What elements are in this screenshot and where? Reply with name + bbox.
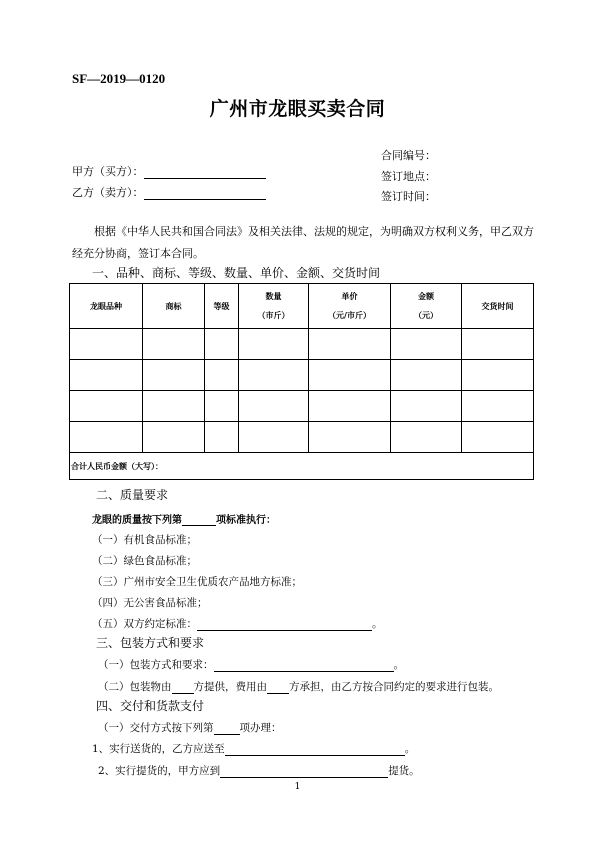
table-cell[interactable]: [309, 360, 391, 391]
table-cell[interactable]: [70, 422, 143, 453]
table-cell[interactable]: [70, 391, 143, 422]
table-cell[interactable]: [70, 329, 143, 360]
page-title: 广州市龙眼买卖合同: [209, 98, 386, 120]
table-cell[interactable]: [205, 329, 239, 360]
delivery-pickup-text: 2、实行提货的，甲方应到: [98, 765, 221, 777]
table-cell[interactable]: [143, 360, 205, 391]
table-cell[interactable]: [143, 391, 205, 422]
header-grade: 等级: [205, 284, 239, 329]
quality-lead-text-b: 项标准执行：: [216, 515, 276, 526]
packaging-provider-text-c: 方承担，由乙方按合同约定的要求进行包装。: [289, 681, 499, 693]
header-price: [309, 284, 391, 329]
header-variety: 龙眼品种: [70, 284, 143, 329]
table-header-row: [70, 284, 534, 329]
header-quantity-label: 数量: [265, 292, 282, 301]
table-cell[interactable]: [391, 391, 462, 422]
table-cell[interactable]: [391, 360, 462, 391]
intro-paragraph: 根据《中华人民共和国合同法》及相关法律、法规的规定，为明确双方权利义务，甲乙双方经充分协商，签订本合同。: [72, 225, 534, 260]
table-cell[interactable]: [205, 360, 239, 391]
delivery-line-2: [92, 741, 415, 756]
delivery-method-text-a: （一）交付方式按下列第: [98, 722, 214, 734]
agreed-standard-blank[interactable]: [197, 619, 372, 631]
table-cell[interactable]: [309, 329, 391, 360]
header-brand: 商标: [143, 284, 205, 329]
table-row: [70, 329, 534, 360]
table-row: [70, 422, 534, 453]
header-price-label: 单价: [341, 292, 358, 301]
party-b-line: [72, 184, 266, 200]
contract-number-label: 合同编号：: [381, 149, 436, 162]
quality-item-5: （五）双方约定标准：: [92, 618, 197, 630]
delivery-line-2-end: 。: [404, 743, 416, 755]
goods-table: [69, 283, 534, 480]
table-total-row: [70, 453, 534, 480]
document-code: SF—2019—0120: [72, 71, 166, 86]
header-delivery: 交货时间: [462, 284, 534, 329]
quality-item-4: （四）无公害食品标准；: [92, 597, 208, 609]
delivery-line-1: [98, 720, 282, 735]
table-row: [70, 391, 534, 422]
header-amount-unit: （元）: [414, 311, 438, 320]
quality-item-1: （一）有机食品标准；: [92, 534, 197, 546]
quality-item-3: （三）广州市安全卫生优质农产品地方标准；: [92, 576, 302, 588]
packaging-line-2: [98, 679, 499, 694]
page-number: 1: [294, 782, 301, 792]
delivery-line-3-end: 提货。: [388, 765, 420, 777]
table-cell[interactable]: [309, 422, 391, 453]
header-amount-label: 金额: [418, 292, 434, 301]
quality-item-2: （二）绿色食品标准；: [92, 555, 197, 567]
table-cell[interactable]: [462, 360, 534, 391]
packaging-method-label: （一）包装方式和要求：: [98, 659, 214, 671]
total-amount-label: 合计人民币金额（大写）：: [71, 461, 163, 471]
delivery-method-text-b: 项办理：: [239, 722, 282, 734]
party-b-blank[interactable]: [144, 187, 266, 200]
section-2-heading: 二、质量要求: [96, 488, 169, 502]
table-cell[interactable]: [143, 422, 205, 453]
packaging-line-1-end: 。: [393, 659, 404, 671]
sign-place-label: 签订地点：: [381, 170, 436, 183]
packaging-provider-text-b: 方提供，费用由: [193, 681, 267, 693]
sign-time-label: 签订时间：: [381, 190, 436, 203]
table-cell[interactable]: [391, 329, 462, 360]
table-cell[interactable]: [239, 360, 309, 391]
header-price-unit: （元/市斤）: [328, 311, 371, 320]
delivery-method-blank[interactable]: [214, 723, 240, 735]
table-cell[interactable]: [143, 329, 205, 360]
packaging-provider-text-a: （二）包装物由: [98, 681, 172, 693]
party-a-blank[interactable]: [144, 166, 266, 179]
party-a-label: 甲方（买方）：: [72, 165, 144, 178]
quality-item-5-line: [92, 616, 383, 631]
packaging-line-1: [98, 657, 404, 672]
table-cell[interactable]: [239, 329, 309, 360]
table-cell[interactable]: [205, 422, 239, 453]
table-cell[interactable]: [205, 391, 239, 422]
table-cell[interactable]: [239, 422, 309, 453]
pickup-location-blank[interactable]: [220, 766, 388, 778]
quality-lead-line: [92, 511, 276, 526]
total-amount-cell[interactable]: [70, 453, 534, 480]
table-cell[interactable]: [391, 422, 462, 453]
packaging-method-blank[interactable]: [214, 660, 394, 672]
packaging-cost-blank[interactable]: [267, 682, 289, 694]
quality-lead-text-a: 龙眼的质量按下列第: [92, 515, 182, 526]
table-cell[interactable]: [309, 391, 391, 422]
section-4-heading: 四、交付和货款支付: [96, 699, 205, 713]
party-b-label: 乙方（卖方）：: [72, 186, 144, 199]
table-cell[interactable]: [462, 422, 534, 453]
table-cell[interactable]: [239, 391, 309, 422]
section-3-heading: 三、包装方式和要求: [96, 636, 205, 650]
delivery-ship-text: 1、实行送货的，乙方应送至: [92, 743, 225, 755]
header-amount: [391, 284, 462, 329]
packaging-provider-blank[interactable]: [172, 682, 194, 694]
party-a-line: [72, 163, 266, 179]
table-row: [70, 360, 534, 391]
section-1-heading: 一、品种、商标、等级、数量、单价、金额、交货时间: [92, 266, 381, 280]
delivery-line-3: [98, 763, 420, 778]
header-quantity: [239, 284, 309, 329]
table-cell[interactable]: [462, 329, 534, 360]
table-cell[interactable]: [462, 391, 534, 422]
quality-standard-blank[interactable]: [182, 514, 216, 526]
header-quantity-unit: （市斤）: [257, 311, 290, 320]
table-cell[interactable]: [70, 360, 143, 391]
delivery-destination-blank[interactable]: [225, 744, 405, 756]
quality-item-5-end: 。: [372, 618, 383, 630]
